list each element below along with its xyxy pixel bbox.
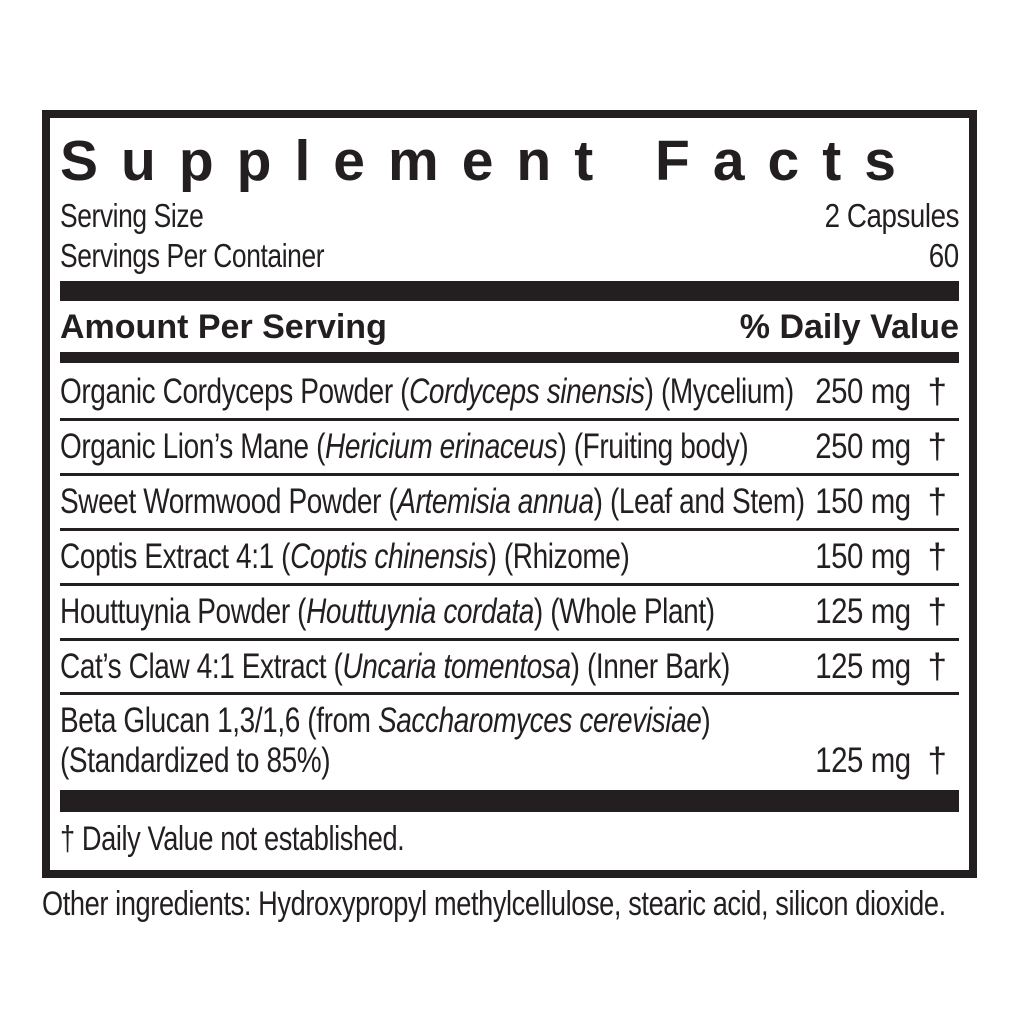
footnote: † Daily Value not established. (60, 820, 405, 859)
ingredient-name: Coptis Extract 4:1 (Coptis chinensis) (Rhizome) (60, 536, 630, 576)
separator-bar-thick-bottom (60, 790, 959, 812)
ingredient-latin-name: Coptis chinensis (290, 536, 488, 576)
serving-size-row (60, 196, 959, 236)
ingredient-amount: 125 mg (815, 591, 911, 631)
ingredient-row (60, 421, 959, 476)
ingredient-name: Houttuynia Powder (Houttuynia cordata) (Whole Plant) (60, 591, 715, 631)
ingredient-latin-name: Houttuynia cordata (306, 591, 534, 631)
daily-value-dagger: † (927, 536, 947, 576)
ingredient-amount: 125 mg (815, 741, 911, 781)
ingredient-name: Cat’s Claw 4:1 Extract (Uncaria tomentosa) (Inner Bark) (60, 646, 730, 686)
amount-per-serving-header: Amount Per Serving (60, 308, 387, 347)
ingredient-row (60, 476, 959, 531)
serving-size-label: Serving Size (60, 196, 204, 234)
ingredient-latin-name: Uncaria tomentosa (342, 646, 571, 686)
separator-bar-thick-top (60, 281, 959, 301)
ingredient-name: Organic Cordyceps Powder (Cordyceps sinensis) (Mycelium) (60, 372, 794, 412)
servings-per-container-value: 60 (928, 237, 959, 275)
ingredient-amount: 150 mg (815, 536, 911, 576)
ingredient-amount: 250 mg (815, 427, 911, 467)
ingredient-latin-name: Saccharomyces cerevisiae (377, 701, 702, 741)
ingredient-name-line2: (Standardized to 85%) (60, 741, 331, 781)
ingredient-amount: 150 mg (815, 481, 911, 521)
ingredient-row (60, 366, 959, 421)
ingredient-name: Sweet Wormwood Powder (Artemisia annua) (Leaf and Stem) (60, 481, 805, 521)
daily-value-dagger: † (927, 591, 947, 631)
daily-value-dagger: † (927, 427, 947, 467)
ingredient-amount: 125 mg (815, 646, 911, 686)
panel-title: Supplement Facts (60, 132, 919, 192)
servings-per-container-label: Servings Per Container (60, 237, 325, 275)
ingredient-row (60, 531, 959, 586)
daily-value-dagger: † (927, 646, 947, 686)
ingredient-name: Beta Glucan 1,3/1,6 (from Saccharomyces cerevisiae) (Standardized to 85%) (60, 701, 711, 781)
daily-value-dagger: † (927, 741, 947, 781)
ingredient-latin-name: Artemisia annua (397, 481, 594, 521)
ingredient-row (60, 586, 959, 641)
servings-per-container-row (60, 236, 959, 276)
ingredient-row (60, 695, 959, 787)
supplement-facts-panel (42, 110, 977, 878)
daily-value-dagger: † (927, 372, 947, 412)
ingredient-amount: 250 mg (815, 372, 911, 412)
separator-bar-medium (60, 352, 959, 363)
ingredient-row (60, 641, 959, 696)
daily-value-dagger: † (927, 481, 947, 521)
ingredient-name: Organic Lion’s Mane (Hericium erinaceus) (Fruiting body) (60, 427, 749, 467)
column-header-row (60, 306, 959, 349)
serving-size-value: 2 Capsules (824, 196, 959, 234)
ingredient-latin-name: Cordyceps sinensis (409, 372, 645, 412)
other-ingredients: Other ingredients: Hydroxypropyl methylcellulose, stearic acid, silicon dioxide. (42, 885, 946, 923)
ingredient-latin-name: Hericium erinaceus (325, 427, 558, 467)
daily-value-header: % Daily Value (739, 308, 959, 347)
